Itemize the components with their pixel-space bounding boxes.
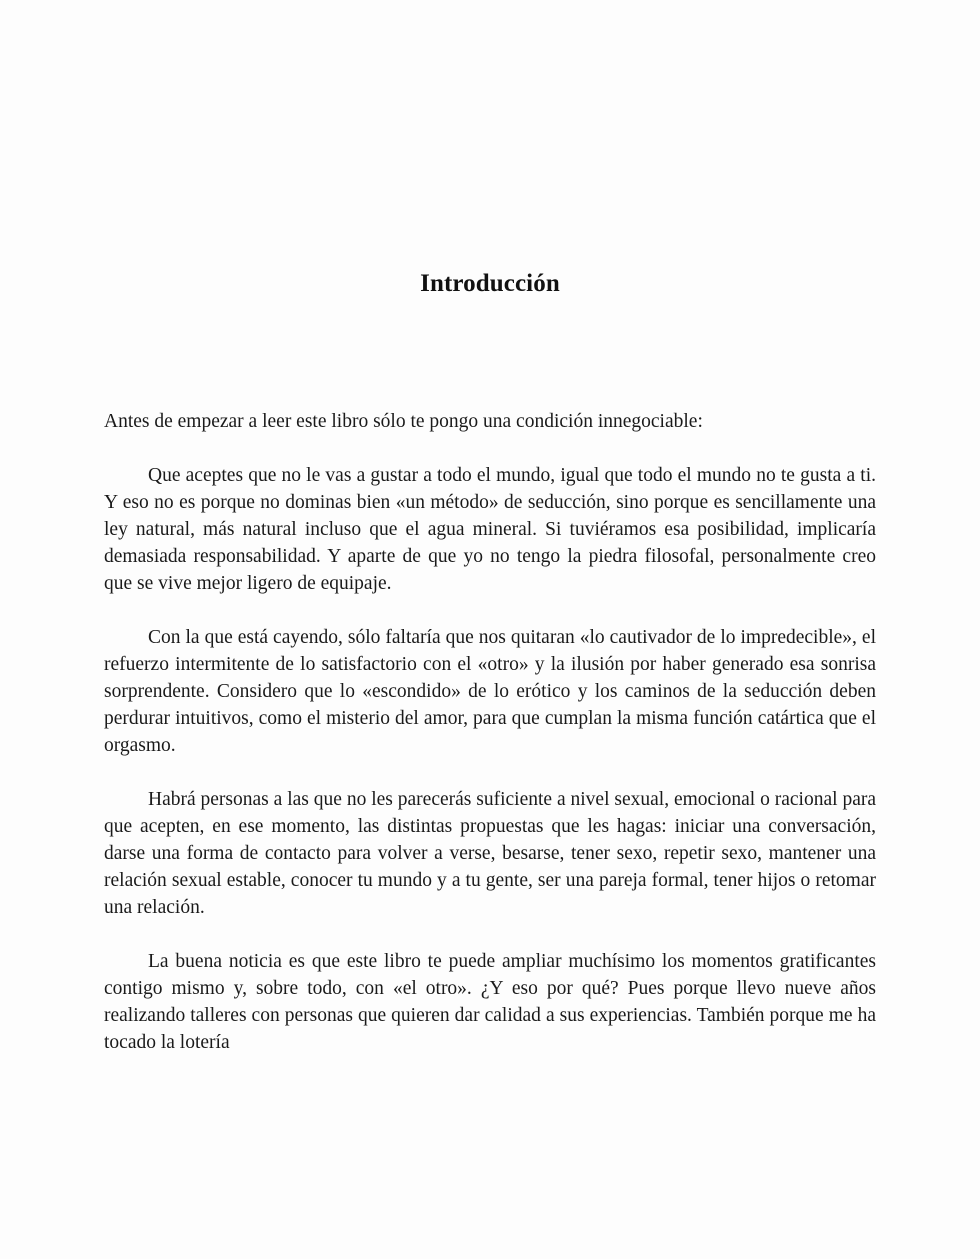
paragraph-3: Habrá personas a las que no les parecerás suficiente a nivel sexual, emocional o racional para que acepten, en ese momento, las distintas propuestas que les hagas: iniciar una conversación, darse una forma de contacto para volver a verse, besarse, tener sexo, repetir sexo, mantener una relación sexual estable, conocer tu mundo y a tu gente, ser una pareja formal, tener hijos o retomar una relación. [104, 789, 876, 918]
paragraph-4: La buena noticia es que este libro te puede ampliar muchísimo los momentos gratificantes contigo mismo y, sobre todo, con «el otro». ¿Y eso por qué? Pues porque llevo nueve años realizando talleres con personas que quieren dar calidad a sus experiencias. También porque me ha tocado la lotería [104, 951, 876, 1053]
paragraph-lead: Antes de empezar a leer este libro sólo te pongo una condición innegociable: [104, 411, 703, 432]
paragraph-1: Que aceptes que no le vas a gustar a todo el mundo, igual que todo el mundo no te gusta a ti. Y eso no es porque no dominas bien «un método» de seducción, sino porque es sencillamente una ley natural, más natural incluso que el agua mineral. Si tuviéramos esa posibilidad, implicaría demasiada responsabilidad. Y aparte de que yo no tengo la piedra filosofal, personalmente creo que se vive mejor ligero de equipaje. [104, 465, 876, 594]
paragraph-2: Con la que está cayendo, sólo faltaría que nos quitaran «lo cautivador de lo impredecible», el refuerzo intermitente de lo satisfactorio con el «otro» y la ilusión por haber generado esa sonrisa sorprendente. Considero que lo «escondido» de lo erótico y los caminos de la seducción deben perdurar intuitivos, como el misterio del amor, para que cumplan la misma función catártica que el orgasmo. [104, 627, 876, 756]
page-title: Introducción [420, 269, 560, 297]
body-text-block [104, 408, 876, 1056]
